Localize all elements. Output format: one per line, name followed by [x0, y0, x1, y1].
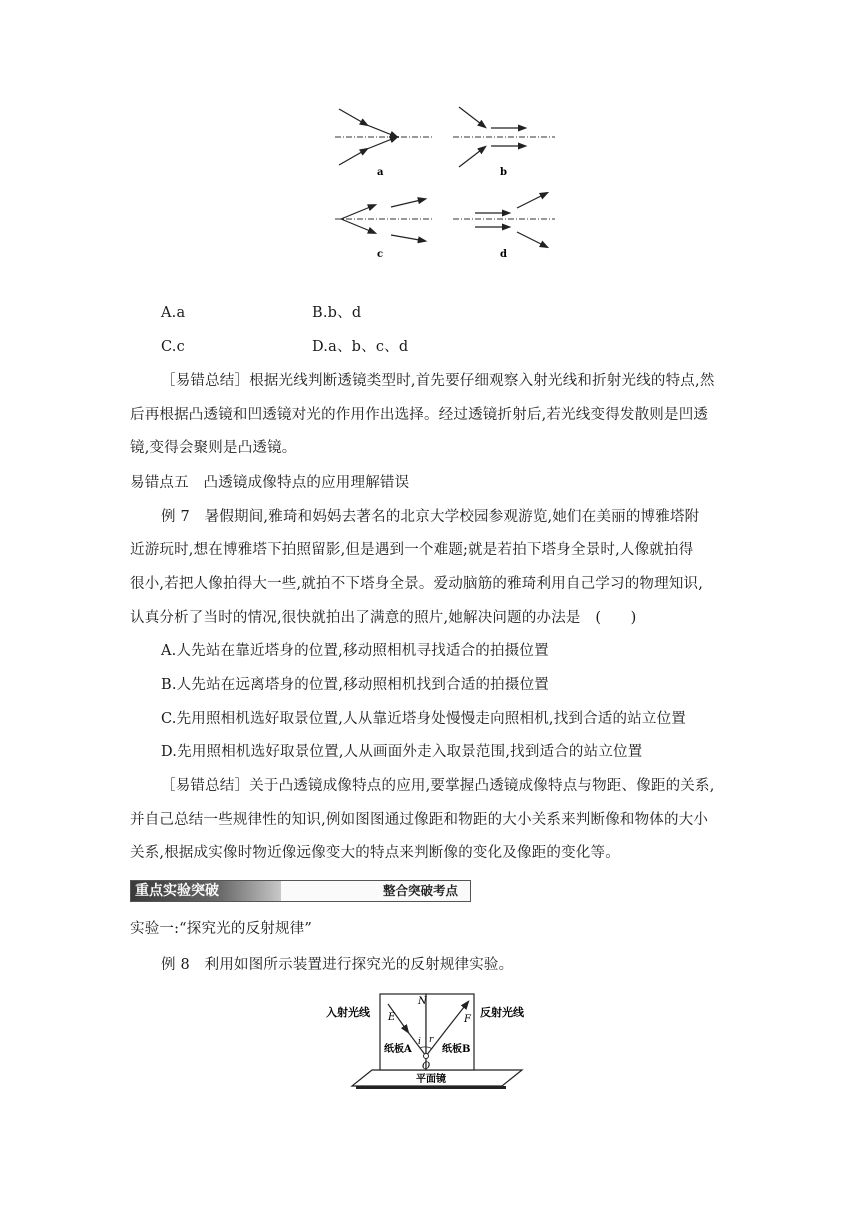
label-a: a — [377, 167, 384, 178]
reflection-experiment-figure — [322, 990, 542, 1090]
experiment1-title: 实验一:“探究光的反射规律” — [130, 921, 313, 937]
label-f: F — [464, 1014, 471, 1025]
option-a: A.a — [161, 305, 186, 321]
option-c: C.c — [161, 339, 185, 355]
example8-text: 例 8 利用如图所示装置进行探究光的反射规律实验。 — [161, 957, 514, 973]
label-c: c — [377, 249, 384, 260]
example7-line3: 很小,若把人像拍得大一些,就拍不下塔身全景。爱动脑筋的雅琦利用自己学习的物理知识, — [130, 576, 704, 592]
summary5-line2: 并自己总结一些规律性的知识,例如图图通过像距和物距的大小关系来判断像和物体的大小 — [130, 812, 709, 828]
diagram-d — [453, 193, 555, 260]
example7-option-b: B.人先站在远离塔身的位置,移动照相机找到合适的拍摄位置 — [161, 677, 549, 693]
paper-board-b — [426, 994, 474, 1070]
summary5-line1: ［易错总结］关于凸透镜成像特点的应用,要掌握凸透镜成像特点与物距、像距的关系, — [161, 778, 715, 794]
label-mirror: 平面镜 — [416, 1074, 446, 1085]
banner-title: 重点实验突破 — [131, 881, 281, 901]
label-reflected-ray: 反射光线 — [480, 1006, 524, 1019]
option-d: D.a、b、c、d — [312, 339, 409, 355]
example7-line4: 认真分析了当时的情况,很快就拍出了满意的照片,她解决问题的办法是 ( ) — [130, 610, 637, 626]
banner-subtitle: 整合突破考点 — [382, 883, 458, 898]
example7-option-d: D.先用照相机选好取景位置,人从画面外走入取景范围,找到适合的站立位置 — [161, 744, 643, 760]
summary4-line2: 后再根据凸透镜和凹透镜对光的作用作出选择。经过透镜折射后,若光线变得发散则是凹透 — [130, 407, 709, 423]
diagram-c — [335, 199, 433, 260]
section-banner — [130, 880, 471, 902]
option-b: B.b、d — [312, 305, 362, 321]
summary5-line3: 关系,根据成实像时物近像远像变大的特点来判断像的变化及像距的变化等。 — [130, 845, 620, 861]
label-r: r — [429, 1035, 434, 1045]
label-o: O — [422, 1061, 431, 1072]
label-b: b — [500, 167, 507, 178]
label-i: i — [418, 1037, 421, 1047]
section5-title: 易错点五 凸透镜成像特点的应用理解错误 — [130, 475, 410, 491]
example7-option-a: A.人先站在靠近塔身的位置,移动照相机寻找适合的拍摄位置 — [161, 643, 549, 659]
label-board-b: 纸板B — [442, 1044, 471, 1055]
diagram-a — [335, 109, 433, 178]
label-n: N — [418, 996, 427, 1007]
label-incident-ray: 入射光线 — [326, 1006, 370, 1019]
summary4-line1: ［易错总结］根据光线判断透镜类型时,首先要仔细观察入射光线和折射光线的特点,然 — [161, 373, 715, 389]
example7-line1: 例 7 暑假期间,雅琦和妈妈去著名的北京大学校园参观游览,她们在美丽的博雅塔附 — [161, 509, 700, 525]
diagram-b — [453, 107, 555, 178]
example7-line2: 近游玩时,想在博雅塔下拍照留影,但是遇到一个难题;就是若拍下塔身全景时,人像就拍得 — [130, 542, 694, 558]
lens-ray-diagram — [325, 95, 565, 265]
label-e: E — [388, 1012, 396, 1023]
example7-option-c: C.先用照相机选好取景位置,人从靠近塔身处慢慢走向照相机,找到合适的站立位置 — [161, 711, 687, 727]
label-board-a: 纸板A — [384, 1044, 412, 1055]
summary4-line3: 镜,变得会聚则是凸透镜。 — [130, 440, 297, 456]
label-d: d — [500, 249, 507, 260]
